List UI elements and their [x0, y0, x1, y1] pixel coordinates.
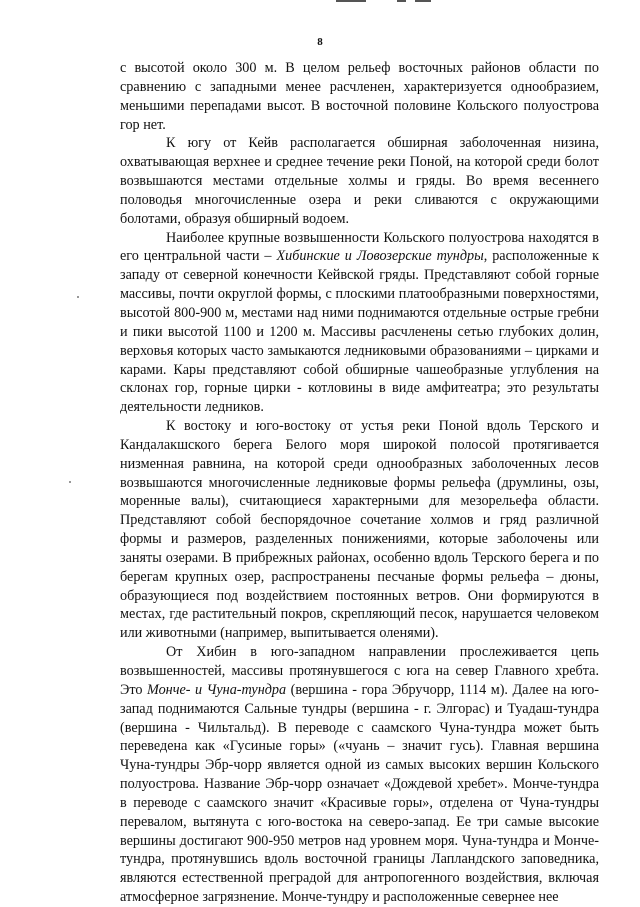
italic-term: Монче- и Чуна-тундра [146, 681, 287, 698]
scan-edge-mark [336, 0, 366, 2]
text-run: Наиболее крупные возвышенности Кольского полуострова находятся в его центральной части – [120, 229, 599, 265]
paragraph [120, 417, 599, 643]
text-run: (вершина - гора Эбручорр, 1114 м). Далее на юго-запад поднимаются Сальные тундры (вершина - г. Элгорас) и Туадаш-тундра (вершина - Чильтальд). В переводе с саамского Чуна-тундра может быть переведена как «Гусиные горы» («чуань – значит гусь). Главная вершина Чуна-тундры Эбр-чорр является одной из самых высоких вершин Кольского полуострова. Название Эбр-чорр означает «Дождевой хребет». Монче-тундра в переводе с саамского значит «Красивые горы», отделена от Чуна-тундры перевалом, вытянута с юго-востока на северо-запад. Ее три самые высокие вершины достигают 900-950 метров над уровнем моря. Чуна-тундра и Монче-тундра, протянувшись вдоль восточной границы Лапландского заповедника, являются естественной преградой для антропогенного воздействия, включая атмосферное загрязнение. Монче-тундру и расположенные севернее нее [120, 681, 599, 906]
scan-speck [77, 296, 79, 298]
paragraph [120, 59, 599, 134]
scan-edge-mark [397, 0, 406, 2]
paragraph [120, 229, 599, 417]
text-run: с высотой около 300 м. В целом рельеф восточных районов области по сравнению с западными менее расчленен, характеризуется однообразием, меньшими перепадами высот. В восточной половине Кольского полуострова гор нет. [120, 60, 599, 133]
paragraph [120, 134, 599, 228]
text-run: К востоку и юго-востоку от устья реки Поной вдоль Терского и Кандалакшского берега Белого моря широкой полосой протягивается низменная равнина, на которой среди однообразных заболоченных лесов возвышаются многочисленные ледниковые формы рельефа (друмлины, озы, моренные валы), считающиеся характерными для мезорельефа области. Представляют собой беспорядочное сочетание холмов и гряд различной формы и размеров, разделенных понижениями, которые заболочены или заняты озерами. В прибрежных районах, особенно вдоль Терского берега и по берегам крупных озер, распространены песчаные формы рельефа – дюны, образующиеся под воздействием постоянных ветров. Они формируются в местах, где растительный покров, скрепляющий песок, нарушается человеком или животными (например, выпитывается оленями). [120, 418, 599, 642]
scan-speck [69, 481, 71, 483]
text-run: , расположенные к западу от северной конечности Кейвской гряды. Представляют собой горные массивы, почти округлой формы, с плоскими платообразными поверхностями, высотой 800-900 м, местами над ними поднимаются отдельные острые гребни и пики высотой 1100 и 1200 м. Массивы расчленены сетью глубоких долин, верховья которых часто замыкаются ледниковыми образованиями – цирками и карами. Кары представляют собой обширные чашеобразные углубления на склонах гор, горные цирки - котловины в виде амфитеатра; это результаты деятельности ледников. [120, 248, 599, 416]
text-run: От Хибин в юго-западном направлении прослеживается цепь возвышенностей, массивы протянувшегося с юга на север Главного хребта. Это [120, 644, 599, 698]
body-text [120, 59, 599, 907]
scan-edge-mark [415, 0, 431, 2]
page-number: 8 [317, 36, 323, 48]
paragraph [120, 643, 599, 907]
italic-term: Хибинские и Ловозерские тундры [276, 248, 484, 265]
text-run: К югу от Кейв располагается обширная заболоченная низина, охватывающая верхнее и среднее течение реки Поной, на которой среди болот возвышаются местами отдельные холмы и гряды. Во время весеннего половодья многочисленные озера и реки сливаются с окружающими болотами, образуя обширный водоем. [120, 135, 599, 227]
